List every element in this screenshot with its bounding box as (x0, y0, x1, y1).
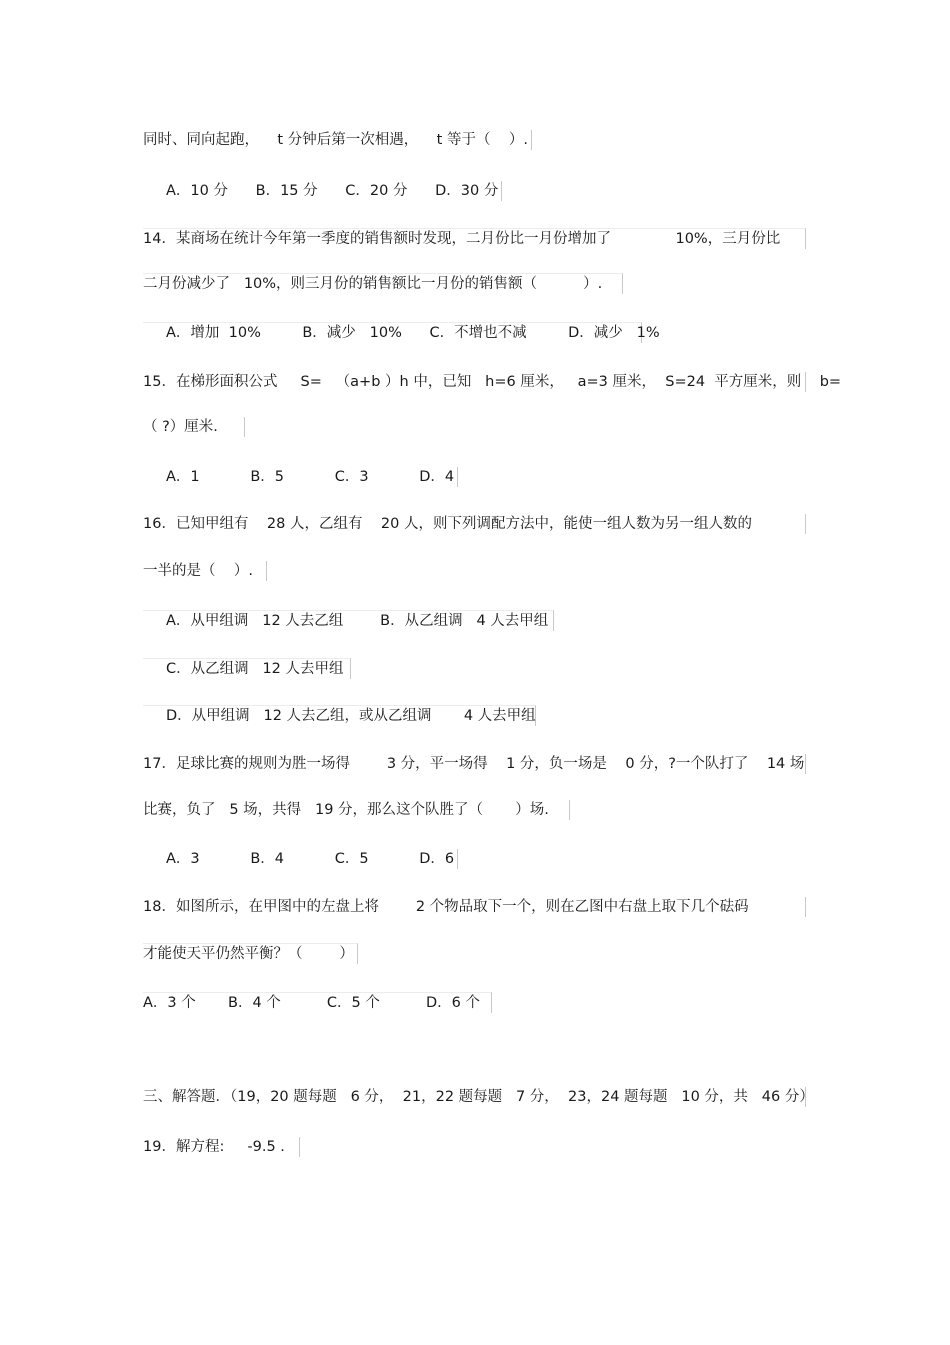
q18-stem-line2: 才能使天平仍然平衡？（ ） (143, 943, 358, 964)
q19-stem: 19．解方程: -9.5 . (143, 1137, 300, 1157)
q16-stem-line1: 16．已知甲组有 28 人，乙组有 20 人，则下列调配方法中，能使一组人数为另一组人数的 (143, 514, 806, 534)
q14-options: A．增加 10% B．减少 10% C．不增也不减 D．减少 1% (143, 322, 642, 343)
q15-stem-line2: （ ?）厘米. (143, 417, 245, 437)
q18-stem-line1: 18．如图所示，在甲图中的左盘上将 2 个物品取下一个，则在乙图中右盘上取下几个砝码 (143, 897, 806, 917)
q16-option-d: D．从甲组调 12 人去乙组，或从乙组调 4 人去甲组 (143, 705, 536, 726)
q17-stem-line2: 比赛，负了 5 场，共得 19 分，那么这个队胜了（ ）场. (143, 800, 570, 820)
q13-stem-continued: 同时、同向起跑， t 分钟后第一次相遇， t 等于（ ）. (143, 130, 532, 150)
section-3-heading: 三、解答题．（19，20 题每题 6 分， 21，22 题每题 7 分， 23，24 题每题 10 分，共 46 分） (143, 1089, 814, 1105)
q13-options: A．10 分 B．15 分 C．20 分 D．30 分 (166, 181, 502, 201)
q14-stem-line2: 二月份减少了 10%，则三月份的销售额比一月份的销售额（ ）. (143, 273, 623, 294)
q17-options: A．3 B．4 C．5 D．6 (166, 849, 458, 869)
q15-options: A．1 B．5 C．3 D．4 (166, 467, 458, 487)
q15-stem-line1: 15．在梯形面积公式 S= （a+b ）h 中，已知 h=6 厘米， a=3 厘米， S=24 平方厘米，则 b= (143, 374, 842, 390)
q16-option-c: C．从乙组调 12 人去甲组 (143, 658, 351, 679)
q16-option-ab: A．从甲组调 12 人去乙组 B．从乙组调 4 人去甲组 (143, 610, 554, 631)
q18-options: A．3 个 B．4 个 C．5 个 D．6 个 (143, 992, 492, 1013)
q14-stem-line1: 14．某商场在统计今年第一季度的销售额时发现，二月份比一月份增加了 10%，三月份比 (143, 228, 806, 249)
q17-stem-line1: 17．足球比赛的规则为胜一场得 3 分，平一场得 1 分，负一场是 0 分，?一个队打了 14 场 (143, 756, 805, 772)
q16-stem-line2: 一半的是（ ）. (143, 561, 267, 581)
